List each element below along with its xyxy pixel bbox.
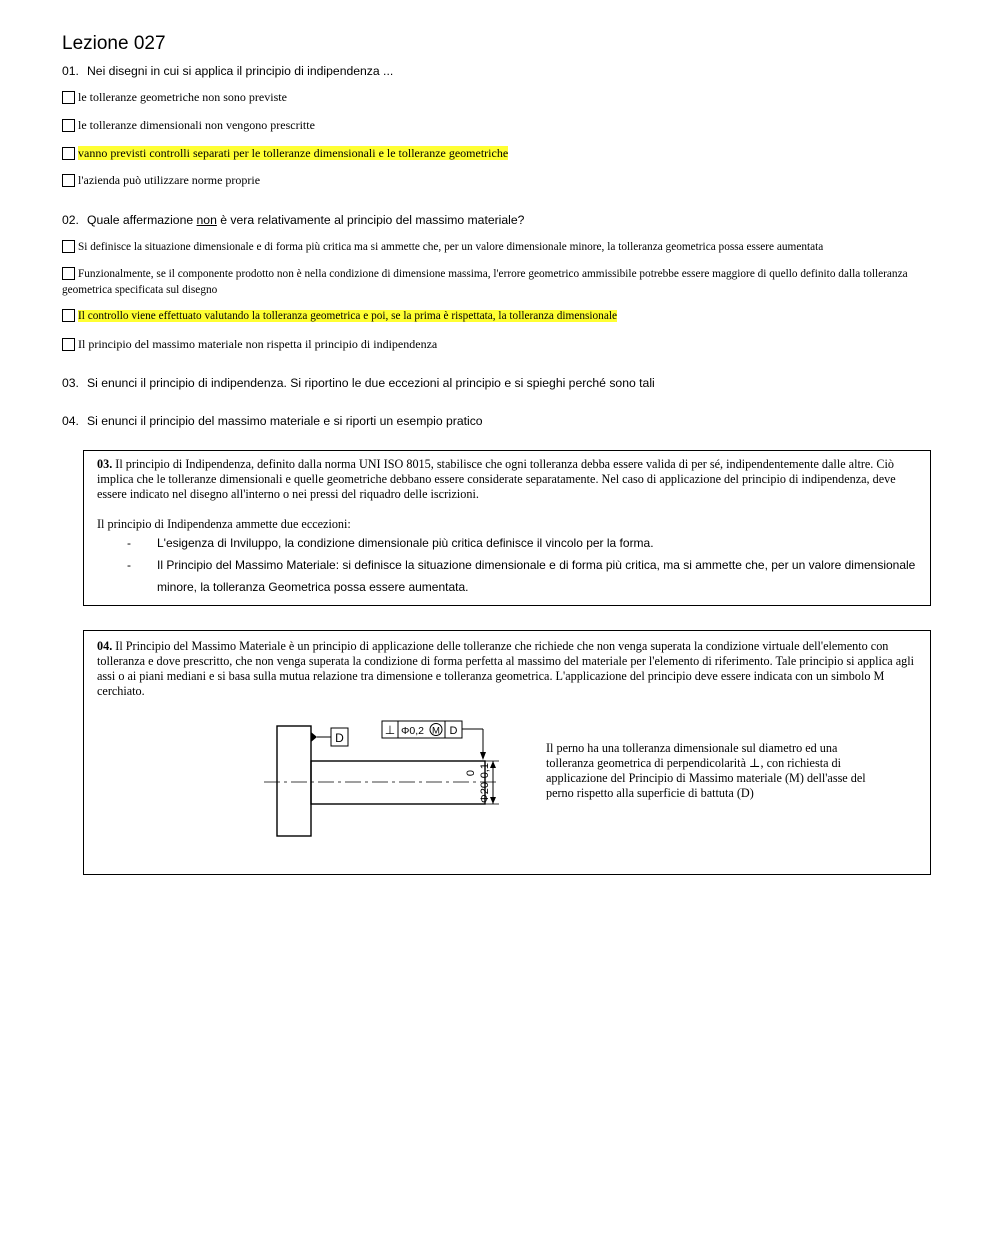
q2-option-3[interactable] [62, 309, 617, 322]
q1-option-4[interactable] [62, 173, 260, 188]
datum-label: D [335, 731, 344, 745]
question-number: 04. [62, 414, 79, 428]
q2-option-2[interactable] [62, 266, 922, 298]
question-text: Nei disegni in cui si applica il principio di indipendenza ... [87, 64, 394, 78]
checkbox[interactable] [62, 147, 75, 160]
leader-arrow [480, 752, 486, 760]
checkbox[interactable] [62, 119, 75, 132]
perpendicularity-symbol: ⊥ [384, 723, 396, 737]
option-text-highlighted: Il controllo viene effettuato valutando la tolleranza geometrica e poi, se la prima è rispettata, la tolleranza dimensionale [78, 310, 617, 322]
exception-item [97, 554, 916, 598]
dimension-value: Φ20-0,1 [479, 763, 491, 803]
checkbox[interactable] [62, 309, 75, 322]
question-text-part: Quale affermazione [87, 213, 194, 227]
q1-option-2[interactable] [62, 118, 315, 133]
question-04 [62, 414, 483, 428]
checkbox[interactable] [62, 338, 75, 351]
question-number: 03. [62, 376, 79, 390]
checkbox[interactable] [62, 91, 75, 104]
option-text: l'azienda può utilizzare norme proprie [78, 173, 261, 187]
question-text-underlined: non [196, 213, 217, 227]
mmc-modifier: M [432, 725, 440, 737]
answer-number: 03. [97, 457, 113, 471]
answer-paragraph [97, 639, 916, 699]
checkbox[interactable] [62, 240, 75, 253]
answer-paragraph [97, 457, 916, 502]
option-text: Il principio del massimo materiale non rispetta il principio di indipendenza [78, 337, 438, 351]
pin-head-outline [277, 726, 311, 836]
exception-text: L'esigenza di Inviluppo, la condizione dimensionale più critica definisce il vincolo per la forma. [157, 536, 654, 550]
option-text: Si definisce la situazione dimensionale e di forma più critica ma si ammette che, per un valore dimensionale minore, la tolleranza geometrica possa essere aumentata [78, 241, 824, 253]
question-number: 02. [62, 213, 79, 227]
question-number: 01. [62, 64, 79, 78]
question-text: Si enunci il principio del massimo materiale e si riporti un esempio pratico [87, 414, 483, 428]
datum-triangle [311, 732, 317, 742]
q1-option-1[interactable] [62, 90, 287, 105]
answer-box-03 [83, 450, 931, 606]
answer-number: 04. [97, 639, 113, 653]
question-01 [62, 64, 393, 78]
exception-text: Il Principio del Massimo Materiale: si definisce la situazione dimensionale e di forma più critica, ma si ammette che, per un valore dimensionale minore, la tolleranza Geometrica possa essere aumentata. [157, 558, 916, 594]
bullet-dash: - [127, 536, 131, 550]
drawing-caption: Il perno ha una tolleranza dimensionale sul diametro ed una tolleranza geometrica di perpendicolarità ⊥, con richiesta di applicazione del Principio di Massimo materiale (M) dell'asse del perno rispetto alla superficie di battuta (D) [546, 741, 866, 800]
answer-exceptions-intro: Il principio di Indipendenza ammette due eccezioni: [97, 517, 351, 531]
checkbox[interactable] [62, 174, 75, 187]
question-02 [62, 213, 524, 227]
question-text-part: è vera relativamente al principio del massimo materiale? [220, 213, 525, 227]
option-text: le tolleranze geometriche non sono previste [78, 90, 287, 104]
q2-option-4[interactable] [62, 337, 437, 352]
tolerance-value: Φ0,2 [401, 725, 424, 737]
pin-tolerance-drawing [264, 716, 504, 846]
lesson-title: Lezione 027 [62, 33, 166, 54]
answer-text: Il Principio del Massimo Materiale è un principio di applicazione delle tolleranze che richiede che non venga superata la condizione virtuale dell'elemento con tolleranza e dove prescritto, che non venga superata la condizione di forma perfetta al massimo del materiale per l'elemento di riferimento. Tale principio si applica agli assi o ai piani mediani e si basa sulla mutua relazione tra dimensione e tolleranza geometrica. L'applicazione del principio deve essere indicata con un simbolo M cerchiato. [97, 639, 915, 698]
answer-box-04 [83, 630, 931, 875]
checkbox[interactable] [62, 267, 75, 280]
option-text: le tolleranze dimensionali non vengono prescritte [78, 118, 315, 132]
question-text: Si enunci il principio di indipendenza. Si riportino le due eccezioni al principio e si spieghi perché sono tali [87, 376, 655, 390]
fcf-datum: D [449, 725, 458, 737]
dimension-upper-deviation: 0 [465, 769, 477, 777]
option-text-highlighted: vanno previsti controlli separati per le tolleranze dimensionali e le tolleranze geometriche [78, 146, 509, 160]
option-text: Funzionalmente, se il componente prodotto non è nella condizione di dimensione massima, l'errore geometrico ammissibile potrebbe essere maggiore di quello definito dalla tolleranza geometrica specificata sul disegno [62, 268, 908, 296]
exception-item [97, 532, 916, 554]
bullet-dash: - [127, 558, 131, 572]
q1-option-3[interactable] [62, 146, 508, 161]
q2-option-1[interactable] [62, 240, 823, 253]
exceptions-list [97, 532, 916, 598]
question-03 [62, 376, 655, 390]
answer-text: Il principio di Indipendenza, definito dalla norma UNI ISO 8015, stabilisce che ogni tolleranza debba essere valida di per sé, indipendentemente dalle altre. Ciò implica che le tolleranze dimensionali e quelle geometriche debbano essere considerate separatamente. Nel caso di applicazione del principio di indipendenza, deve essere indicato nel disegno all'interno o nei pressi del riquadro delle iscrizioni. [97, 457, 896, 501]
pin-shaft-outline [311, 761, 485, 804]
